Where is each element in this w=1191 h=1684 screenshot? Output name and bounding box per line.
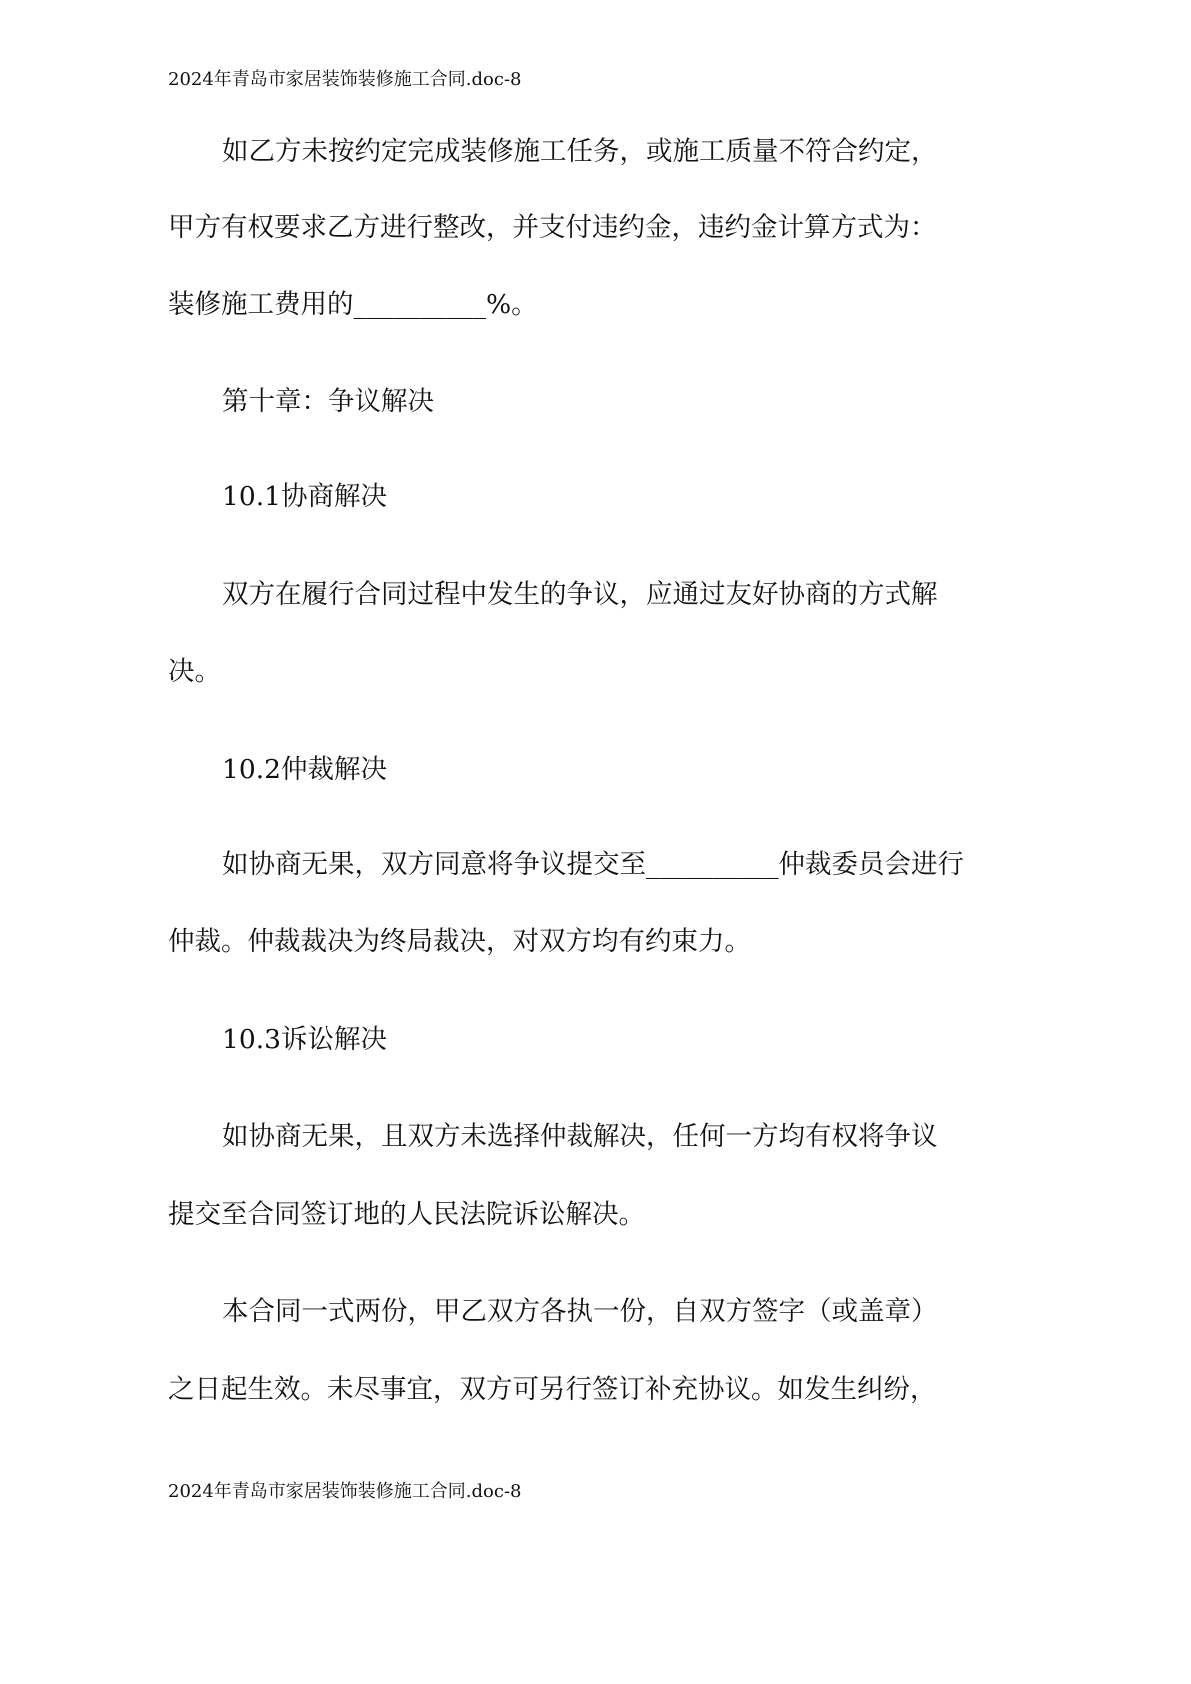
fill-in-blank: __________ xyxy=(646,849,779,880)
paragraph-line: 如协商无果，且双方未选择仲裁解决，任何一方均有权将争议 xyxy=(222,1121,938,1152)
paragraph-line-with-blank xyxy=(168,290,538,320)
paragraph-line-with-blank xyxy=(222,850,964,880)
text-segment: %。 xyxy=(486,289,538,320)
page-header-title: 2024年青岛市家居装饰装修施工合同.doc-8 xyxy=(168,69,522,90)
page-footer-title: 2024年青岛市家居装饰装修施工合同.doc-8 xyxy=(168,1481,522,1502)
paragraph-line: 本合同一式两份，甲乙双方各执一份，自双方签字（或盖章） xyxy=(222,1296,938,1327)
paragraph-line: 双方在履行合同过程中发生的争议，应通过友好协商的方式解 xyxy=(222,579,938,610)
section-heading-10-2: 10.2仲裁解决 xyxy=(222,754,388,785)
section-heading-10-1: 10.1协商解决 xyxy=(222,481,388,512)
section-heading-10-3: 10.3诉讼解决 xyxy=(222,1024,388,1055)
text-segment: 仲裁委员会进行 xyxy=(778,849,964,880)
paragraph-line: 如乙方未按约定完成装修施工任务，或施工质量不符合约定， xyxy=(222,136,938,167)
text-segment: 装修施工费用的 xyxy=(168,289,354,320)
fill-in-blank: __________ xyxy=(353,289,486,320)
chapter-title: 第十章：争议解决 xyxy=(222,386,434,417)
text-segment: 如协商无果，双方同意将争议提交至 xyxy=(222,849,646,880)
paragraph-line: 决。 xyxy=(168,656,221,687)
paragraph-line: 之日起生效。未尽事宜，双方可另行签订补充协议。如发生纠纷， xyxy=(168,1374,937,1405)
paragraph-line: 甲方有权要求乙方进行整改，并支付违约金，违约金计算方式为： xyxy=(168,212,937,243)
paragraph-line: 提交至合同签订地的人民法院诉讼解决。 xyxy=(168,1199,645,1230)
paragraph-line: 仲裁。仲裁裁决为终局裁决，对双方均有约束力。 xyxy=(168,926,751,957)
